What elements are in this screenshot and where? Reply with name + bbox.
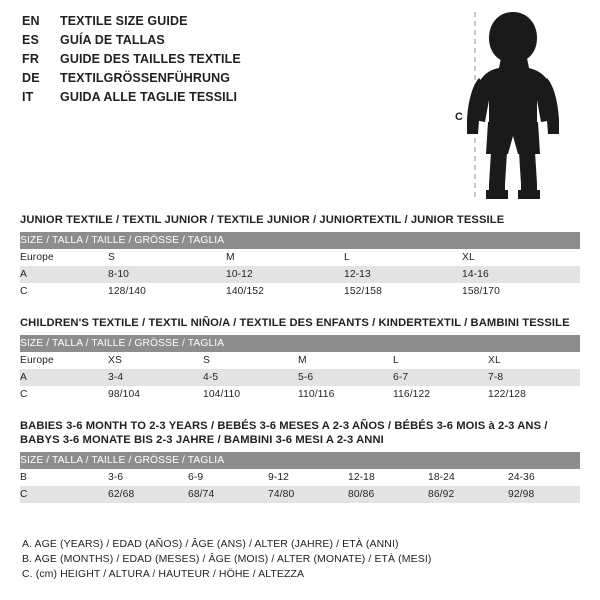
cell: 104/110 — [203, 386, 298, 403]
table-row — [20, 469, 580, 486]
cell: 5-6 — [298, 369, 393, 386]
size-table-junior — [20, 232, 580, 300]
section-title: JUNIOR TEXTILE / TEXTIL JUNIOR / TEXTILE JUNIOR / JUNIORTEXTIL / JUNIOR TESSILE — [20, 214, 505, 226]
cell: 80/86 — [348, 486, 428, 503]
legend-block — [22, 537, 542, 582]
table-row — [20, 352, 580, 369]
cell: 98/104 — [108, 386, 203, 403]
language-code: EN — [22, 14, 40, 28]
cell: 4-5 — [203, 369, 298, 386]
cell: 68/74 — [188, 486, 268, 503]
table-row — [20, 266, 580, 283]
cell: 122/128 — [488, 386, 580, 403]
size-table-children — [20, 335, 580, 403]
legend-line-c: C. (cm) HEIGHT / ALTURA / HAUTEUR / HÖHE / ALTEZZA — [22, 568, 305, 580]
table-header-row — [20, 335, 580, 352]
cell: 18-24 — [428, 469, 508, 486]
language-row — [22, 90, 442, 109]
table-header-label: SIZE / TALLA / TAILLE / GRÖSSE / TAGLIA — [20, 335, 580, 352]
cell: 3-6 — [108, 469, 188, 486]
cell: XS — [108, 352, 203, 369]
language-row — [22, 33, 442, 52]
row-label: A — [20, 266, 108, 283]
cell: 14-16 — [462, 266, 580, 283]
cell: 128/140 — [108, 283, 226, 300]
table-row — [20, 283, 580, 300]
legend-line-a: A. AGE (YEARS) / EDAD (AÑOS) / ÂGE (ANS) / ALTER (JAHRE) / ETÀ (ANNI) — [22, 538, 399, 550]
cell: 74/80 — [268, 486, 348, 503]
cell: 86/92 — [428, 486, 508, 503]
language-code: IT — [22, 90, 34, 104]
row-label: C — [20, 283, 108, 300]
cell: 12-13 — [344, 266, 462, 283]
cell: 3-4 — [108, 369, 203, 386]
row-label: Europe — [20, 249, 108, 266]
cell: 140/152 — [226, 283, 344, 300]
size-table-babies — [20, 452, 580, 503]
cell: 116/122 — [393, 386, 488, 403]
language-title: GUÍA DE TALLAS — [60, 33, 165, 47]
cell: M — [298, 352, 393, 369]
language-title: GUIDE DES TAILLES TEXTILE — [60, 52, 241, 66]
table-row — [20, 249, 580, 266]
language-row — [22, 52, 442, 71]
row-label: A — [20, 369, 108, 386]
language-row — [22, 14, 442, 33]
table-row — [20, 369, 580, 386]
language-code: ES — [22, 33, 40, 47]
cell: 10-12 — [226, 266, 344, 283]
toddler-silhouette-icon — [455, 8, 585, 203]
language-code: FR — [22, 52, 40, 66]
table-header-label: SIZE / TALLA / TAILLE / GRÖSSE / TAGLIA — [20, 232, 580, 249]
cell: XL — [488, 352, 580, 369]
language-title: TEXTILGRÖSSENFÜHRUNG — [60, 71, 231, 85]
row-label: C — [20, 386, 108, 403]
table-header-row — [20, 452, 580, 469]
table-row — [20, 486, 580, 503]
cell: 62/68 — [108, 486, 188, 503]
cell: 7-8 — [488, 369, 580, 386]
cell: 6-7 — [393, 369, 488, 386]
cell: 6-9 — [188, 469, 268, 486]
section-junior-textile — [20, 213, 580, 300]
cell: 152/158 — [344, 283, 462, 300]
language-code: DE — [22, 71, 40, 85]
row-label: B — [20, 469, 108, 486]
section-title: BABIES 3-6 MONTH TO 2-3 YEARS / BEBÉS 3-6 MESES A 2-3 AÑOS / BÉBÉS 3-6 MOIS à 2-3 ANS / BABYS 3-6 MONATE BIS 2-3 JAHRE / BAMBINI 3-6 MESI A 2-3 ANNI — [20, 420, 548, 446]
section-childrens-textile — [20, 316, 580, 403]
legend-line-b: B. AGE (MONTHS) / EDAD (MESES) / ÂGE (MOIS) / ALTER (MONATE) / ETÀ (MESI) — [22, 553, 432, 565]
cell: 24-36 — [508, 469, 580, 486]
language-title: GUIDA ALLE TAGLIE TESSILI — [60, 90, 238, 104]
cell: 158/170 — [462, 283, 580, 300]
cell: S — [108, 249, 226, 266]
cell: 8-10 — [108, 266, 226, 283]
cell: 9-12 — [268, 469, 348, 486]
row-label: C — [20, 486, 108, 503]
cell: 110/116 — [298, 386, 393, 403]
table-header-row — [20, 232, 580, 249]
cell: XL — [462, 249, 580, 266]
table-header-label: SIZE / TALLA / TAILLE / GRÖSSE / TAGLIA — [20, 452, 580, 469]
cell: L — [344, 249, 462, 266]
language-title-block — [22, 14, 442, 109]
row-label: Europe — [20, 352, 108, 369]
cell: 92/98 — [508, 486, 580, 503]
table-row — [20, 386, 580, 403]
section-title: CHILDREN'S TEXTILE / TEXTIL NIÑO/A / TEXTILE DES ENFANTS / KINDERTEXTIL / BAMBINI TESSILE — [20, 317, 570, 329]
language-title: TEXTILE SIZE GUIDE — [60, 14, 188, 28]
section-babies-textile — [20, 419, 580, 503]
cell: S — [203, 352, 298, 369]
figure-measure-label: C — [455, 111, 463, 123]
cell: M — [226, 249, 344, 266]
cell: L — [393, 352, 488, 369]
cell: 12-18 — [348, 469, 428, 486]
language-row — [22, 71, 442, 90]
measurement-figure — [455, 8, 585, 203]
